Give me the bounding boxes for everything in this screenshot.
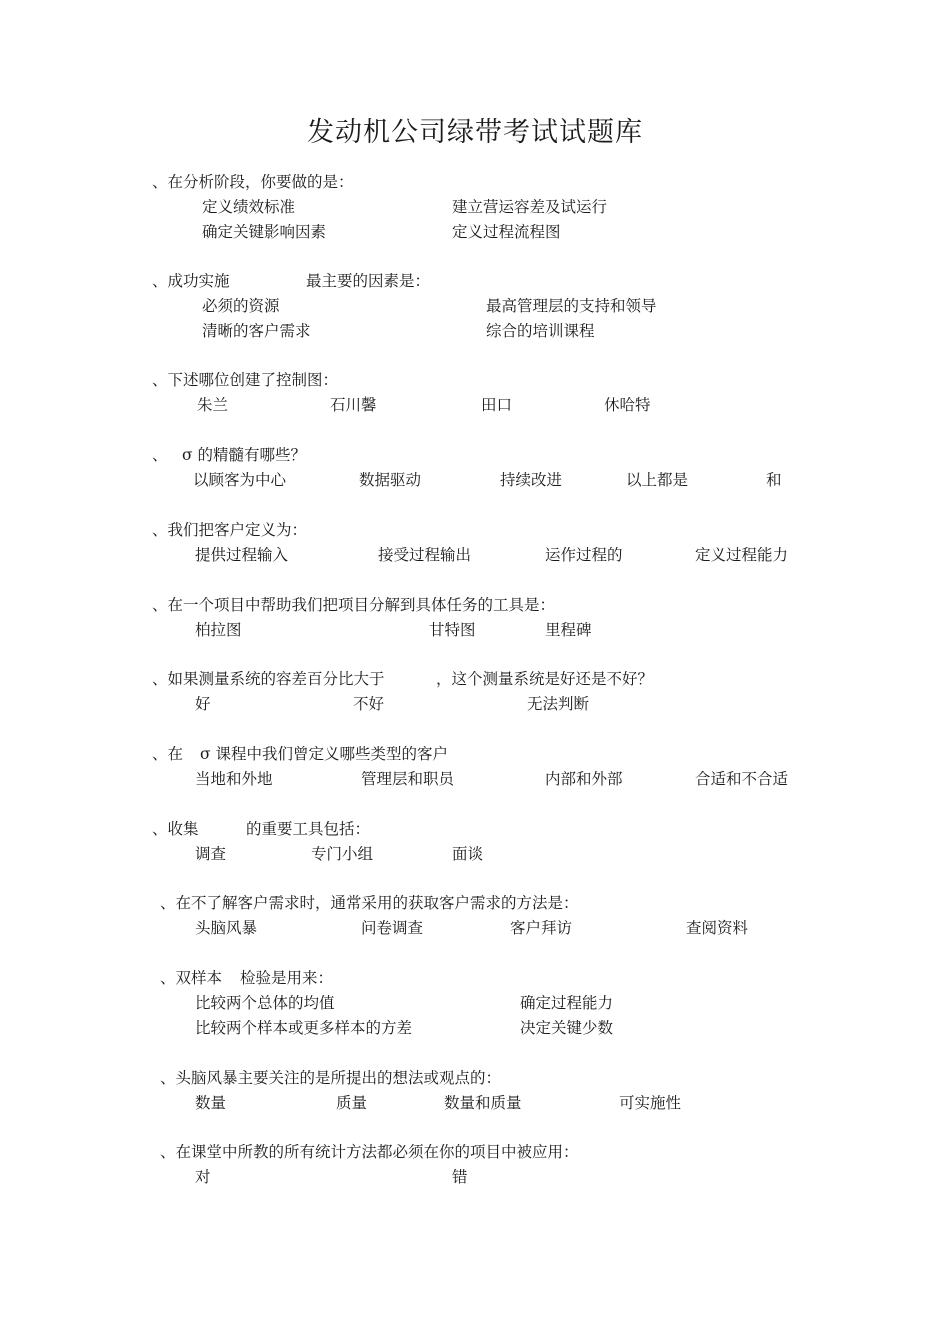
option-a: 定义绩效标准 <box>202 198 296 216</box>
option-b: 数据驱动 <box>359 471 422 489</box>
question-stem-cont: ，这个测量系统是好还是不好？ <box>436 670 654 688</box>
option-d: 定义过程流程图 <box>452 223 561 241</box>
option-b: 错 <box>452 1168 468 1186</box>
question-12 <box>0 1066 950 1136</box>
option-a: 以顾客为中心 <box>193 471 287 489</box>
question-11 <box>0 966 950 1036</box>
question-stem-cont: 的重要工具包括： <box>246 820 371 838</box>
option-a: 比较两个总体的均值 <box>195 994 335 1012</box>
question-stem-cont: σ 的精髓有哪些？ <box>182 446 307 464</box>
option-b: 质量 <box>336 1094 368 1112</box>
question-7 <box>0 667 950 737</box>
option-e: 和 <box>766 471 782 489</box>
question-5 <box>0 518 950 588</box>
question-stem: 、我们把客户定义为： <box>152 521 308 539</box>
question-3 <box>0 368 950 438</box>
question-stem: 、在 <box>152 745 184 763</box>
question-6 <box>0 593 950 663</box>
question-2 <box>0 269 950 339</box>
question-stem-cont: 检验是用来： <box>240 969 334 987</box>
question-8 <box>0 742 950 812</box>
question-stem: 、 <box>152 446 168 464</box>
option-a: 好 <box>195 695 211 713</box>
option-b: 石川馨 <box>330 396 377 414</box>
option-b: 确定过程能力 <box>520 994 614 1012</box>
option-a: 提供过程输入 <box>195 546 289 564</box>
option-c: 数量和质量 <box>444 1094 522 1112</box>
option-a: 对 <box>195 1168 211 1186</box>
option-a: 当地和外地 <box>195 770 273 788</box>
option-c: 客户拜访 <box>510 919 573 937</box>
option-c: 无法判断 <box>527 695 590 713</box>
question-1 <box>0 170 950 240</box>
page-title: 发动机公司绿带考试试题库 <box>307 117 643 148</box>
option-a: 柏拉图 <box>195 621 242 639</box>
question-stem: 、收集 <box>152 820 199 838</box>
question-stem: 、双样本 <box>160 969 223 987</box>
option-d: 休哈特 <box>604 396 651 414</box>
option-c: 比较两个样本或更多样本的方差 <box>195 1019 413 1037</box>
option-b: 问卷调查 <box>361 919 424 937</box>
option-c: 田口 <box>481 396 513 414</box>
option-b: 管理层和职员 <box>361 770 455 788</box>
option-c: 清晰的客户需求 <box>202 322 311 340</box>
option-a: 数量 <box>195 1094 227 1112</box>
option-a: 头脑风暴 <box>195 919 258 937</box>
option-d: 以上都是 <box>626 471 689 489</box>
option-b: 甘特图 <box>429 621 476 639</box>
question-stem: 、下述哪位创建了控制图： <box>152 371 339 389</box>
question-stem: 、成功实施 <box>152 272 230 290</box>
question-stem: 、在不了解客户需求时，通常采用的获取客户需求的方法是： <box>160 894 579 912</box>
question-stem: 、在课堂中所教的所有统计方法都必须在你的项目中被应用： <box>160 1143 579 1161</box>
option-b: 不好 <box>353 695 385 713</box>
question-stem: 、头脑风暴主要关注的是所提出的想法或观点的： <box>160 1069 502 1087</box>
option-d: 查阅资料 <box>686 919 749 937</box>
option-d: 定义过程能力 <box>695 546 789 564</box>
question-stem: 、如果测量系统的容差百分比大于 <box>152 670 385 688</box>
option-b: 专门小组 <box>311 845 374 863</box>
option-c: 内部和外部 <box>545 770 623 788</box>
option-b: 建立营运容差及试运行 <box>452 198 608 216</box>
question-stem: 、在分析阶段，你要做的是： <box>152 173 354 191</box>
question-stem: 、在一个项目中帮助我们把项目分解到具体任务的工具是： <box>152 596 556 614</box>
option-b: 最高管理层的支持和领导 <box>486 297 657 315</box>
option-c: 持续改进 <box>500 471 563 489</box>
option-d: 决定关键少数 <box>520 1019 614 1037</box>
option-d: 可实施性 <box>619 1094 682 1112</box>
option-a: 调查 <box>195 845 227 863</box>
option-c: 里程碑 <box>545 621 592 639</box>
question-stem-cont: 最主要的因素是： <box>306 272 431 290</box>
option-d: 综合的培训课程 <box>486 322 595 340</box>
option-c: 确定关键影响因素 <box>202 223 327 241</box>
option-a: 必须的资源 <box>202 297 280 315</box>
option-c: 运作过程的 <box>545 546 623 564</box>
option-d: 合适和不合适 <box>695 770 789 788</box>
question-10 <box>0 891 950 961</box>
option-a: 朱兰 <box>197 396 229 414</box>
option-c: 面谈 <box>452 845 484 863</box>
question-13 <box>0 1140 950 1210</box>
option-b: 接受过程输出 <box>378 546 472 564</box>
question-4 <box>0 443 950 513</box>
question-9 <box>0 817 950 887</box>
question-stem-cont: σ 课程中我们曾定义哪些类型的客户 <box>200 745 449 763</box>
